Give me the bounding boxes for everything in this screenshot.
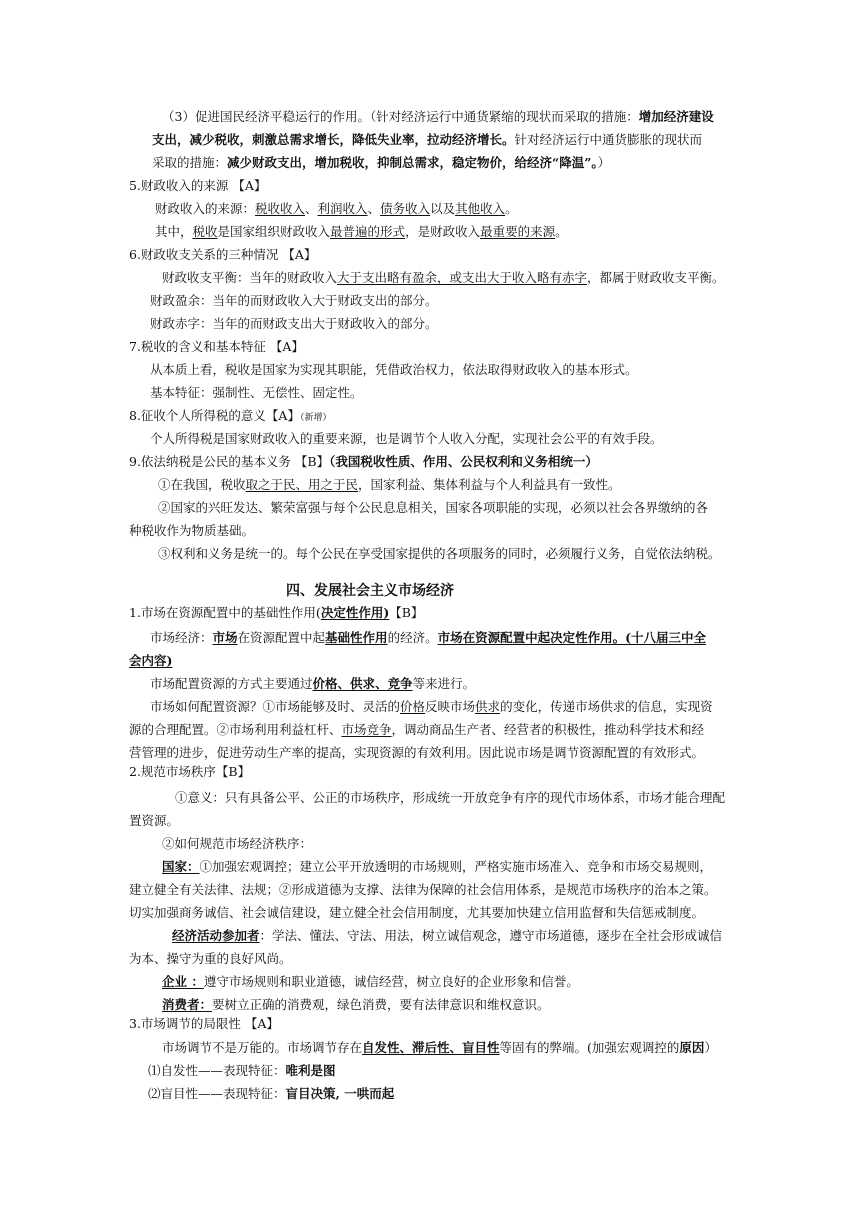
text-line [162,996,550,1014]
text-span: 切实加强商务诚信、社会诚信建设，建立健全社会信用制度，尤其要加快建立信用监督和失信惩戒制度。 [129,905,705,920]
bold-underlined-text: 价格 [312,676,338,691]
text-line [162,1039,717,1057]
bold-underlined-text: 决定性作用) [320,605,390,620]
text-span: 市场调节不是万能的。市场调节存在 [162,1040,363,1055]
text-span: 8.征收个人所得税的意义【A】 [129,408,300,423]
text-span: 7.税收的含义和基本特征 【A】 [129,339,304,354]
underlined-text: 最重要的来源 [480,224,556,239]
text-line [158,476,621,494]
text-span: 。 [555,224,568,239]
text-span: ②如何规范市场经济秩序： [162,836,313,851]
section-heading [129,177,266,195]
text-span: 财政盈余：当年的而财政收入大于财政支出的部分。 [150,293,438,308]
text-span: ，是财政收入 [405,224,481,239]
text-line [152,131,702,149]
text-span: ①加强宏观调控；建立公平开放透明的市场规则，严格实施市场准入、竞争和市场交易规则， [199,859,713,874]
text-span: 市场配置资源的方式主要通过 [150,676,313,691]
text-line [162,973,579,991]
text-span: 遵守市场规则和职业道德，诚信经营，树立良好的企业形象和信誉。 [203,974,579,989]
text-line [150,675,475,693]
text-span: 6.财政收支关系的三种情况 【A】 [129,247,317,262]
text-line [129,812,179,830]
text-span: 是国家组织财政收入 [217,224,331,239]
bold-text: （我国税收性质、作用、公民权利和义务相统一） [329,454,598,469]
text-span: 种税收作为物质基础。 [129,523,255,538]
text-line [150,629,706,647]
text-span: 财政赤字：当年的而财政支出大于财政收入的部分。 [150,316,438,331]
text-span: （新增） [299,413,332,423]
text-span: 其中， [155,224,193,239]
section-heading [129,246,316,264]
underlined-text: 最普遍的形式 [330,224,406,239]
text-line [175,789,725,807]
underlined-text: 市场竞争 [341,722,392,737]
underlined-text: 价格 [400,699,426,714]
text-span: 营管理的进步，促进劳动生产率的提高，实现资源的有效利用。因此说市场是调节资源配置的有效形式。 [129,745,705,760]
underlined-text: 大于支出略有盈余，或支出大于收入略有赤字 [337,270,588,285]
section-heading [129,1015,279,1033]
text-span: 采取的措施： [152,155,228,170]
text-line [150,698,713,716]
text-span: 市场如何配置资源？①市场能够及时、灵活的 [150,699,401,714]
bold-underlined-text: 会内容) [129,653,173,668]
text-span: ①意义：只有具备公平、公正的市场秩序，形成统一开放竞争有序的现代市场体系，市场才能合理配 [175,790,726,805]
underlined-text: 供求 [475,699,501,714]
text-line [155,200,518,218]
text-span: 9.依法纳税是公民的基本义务 【B】 [129,454,330,469]
bold-underlined-text: 基础性作用 [325,630,388,645]
text-span: 建立健全有关法律、法规；②形成道德为支撑、法律为保障的社会信用体系，是规范市场秩序的治本之策。 [129,882,717,897]
text-span: 四、发展社会主义市场经济 [286,583,454,599]
text-line [129,652,172,670]
text-line [129,904,704,922]
text-span: 的经济。 [387,630,438,645]
text-span: 、 [305,201,318,216]
text-line [158,545,721,563]
bold-underlined-text: 企业 ： [162,974,204,989]
text-span: （3）促进国民经济平稳运行的作用。（针对经济运行中通货紧缩的现状而采取的措施： [162,109,639,124]
chapter-title [286,582,454,600]
text-span: 5.财政收入的来源 【A】 [129,178,267,193]
text-span: 1.市场在资源配置中的基础性作用( [129,605,321,620]
text-line [155,223,568,241]
underlined-text: 利润收入 [317,201,368,216]
text-span: 财政收支平衡：当年的财政收入 [162,270,338,285]
text-line [162,858,712,876]
text-line [152,154,610,172]
text-span: ，都属于财政收支平衡。 [587,270,725,285]
text-span: 为本、操守为重的良好风尚。 [129,951,292,966]
text-line [129,950,292,968]
text-line [162,269,725,287]
text-line [129,522,254,540]
underlined-text: 债务收入 [380,201,431,216]
section-heading [129,338,304,356]
bold-text: 唯利是图 [285,1063,336,1078]
text-line [162,835,312,853]
bold-text: 减少财政支出，增加税收，抑制总需求，稳定物价，给经济“降温”。 [227,155,598,170]
text-span: 针对经济运行中通货膨胀的现状而 [514,132,703,147]
text-span: 。 [505,201,518,216]
text-span: 【B】 [389,605,424,620]
text-span: 要树立正确的消费观，绿色消费，要有法律意识和维权意识。 [212,997,550,1012]
text-span: 3.市场调节的局限性 【A】 [129,1016,279,1031]
text-line [150,292,438,310]
bold-text: 原因 [679,1040,705,1055]
bold-underlined-text: 、 [337,676,351,691]
text-span: 2.规范市场秩序【B】 [129,764,251,779]
text-span: 以及 [430,201,456,216]
text-span: ） [704,1040,717,1055]
underlined-text: 其他收入 [455,201,506,216]
underlined-text: 取之于民、用之于民 [245,477,359,492]
bold-underlined-text: 供求 [350,676,376,691]
text-line [150,315,438,333]
text-span: 反映市场 [425,699,476,714]
text-line [129,881,717,899]
text-span: 在资源配置中起 [237,630,326,645]
text-span: ⑴自发性——表现特征： [148,1063,286,1078]
text-line [148,1085,394,1103]
bold-underlined-text: 国家： [162,859,200,874]
bold-underlined-text: 自发性、滞后性、盲目性 [362,1040,500,1055]
text-line [148,1062,336,1080]
text-span: 等固有的弊端。(加强宏观调控的 [499,1040,680,1055]
bold-underlined-text: 消费者： [162,997,213,1012]
underlined-text: 税收 [192,224,218,239]
text-line [158,499,708,517]
text-span: ①在我国，税收 [158,477,246,492]
bold-underlined-text: 、 [375,676,388,691]
bold-text: 增加经济建设 [638,109,714,124]
bold-underlined-text: 市场 [212,630,238,645]
section-heading [129,604,423,622]
text-line [172,927,722,945]
text-span: ） [597,155,611,170]
text-span: 个人所得税是国家财政收入的重要来源，也是调节个人收入分配，实现社会公平的有效手段。 [150,431,663,446]
text-span: ③权利和义务是统一的。每个公民在享受国家提供的各项服务的同时，必须履行义务，自觉依法纳税。 [158,546,721,561]
bold-underlined-text: 市场在资源配置中起决定性作用。(十八届三中全 [437,630,706,645]
text-span: 源的合理配置。②市场利用利益杠杆、 [129,722,342,737]
text-span: ，调动商品生产者、经营者的积极性，推动科学技术和经 [391,722,705,737]
text-line [162,108,714,126]
text-span: 、 [367,201,381,216]
text-span: ，国家利益、集体利益与个人利益具有一致性。 [358,477,621,492]
text-span: ：学法、懂法、守法、用法，树立诚信观念，遵守市场道德，逐步在全社会形成诚信 [259,928,723,943]
text-span: 的变化，传递市场供求的信息，实现资 [500,699,713,714]
text-span: 基本特征：强制性、无偿性、固定性。 [150,385,363,400]
text-span: ②国家的兴旺发达、繁荣富强与每个公民息息相关，国家各项职能的实现，必须以社会各界缴纳的各 [158,500,709,515]
bold-underlined-text: 竞争 [387,676,413,691]
text-span: 等来进行。 [412,676,476,691]
text-line [150,430,663,448]
text-span: 置资源。 [129,813,180,828]
section-heading [129,407,331,427]
text-span: ⑵盲目性——表现特征： [148,1086,286,1101]
text-line [150,384,363,402]
bold-text: 盲目决策, 一哄而起 [285,1086,395,1101]
bold-text: 支出，减少税收，刺激总需求增长，降低失业率，拉动经济增长。 [152,132,515,147]
bold-underlined-text: 经济活动参加者 [172,928,260,943]
text-span: 财政收入的来源： [155,201,256,216]
text-span: 市场经济： [150,630,213,645]
text-line [129,744,704,762]
underlined-text: 税收收入 [255,201,306,216]
text-span: 从本质上看，税收是国家为实现其职能，凭借政治权力，依法取得财政收入的基本形式。 [150,362,638,377]
section-heading [129,453,598,471]
section-heading [129,763,250,781]
text-line [129,721,704,739]
text-line [150,361,638,379]
